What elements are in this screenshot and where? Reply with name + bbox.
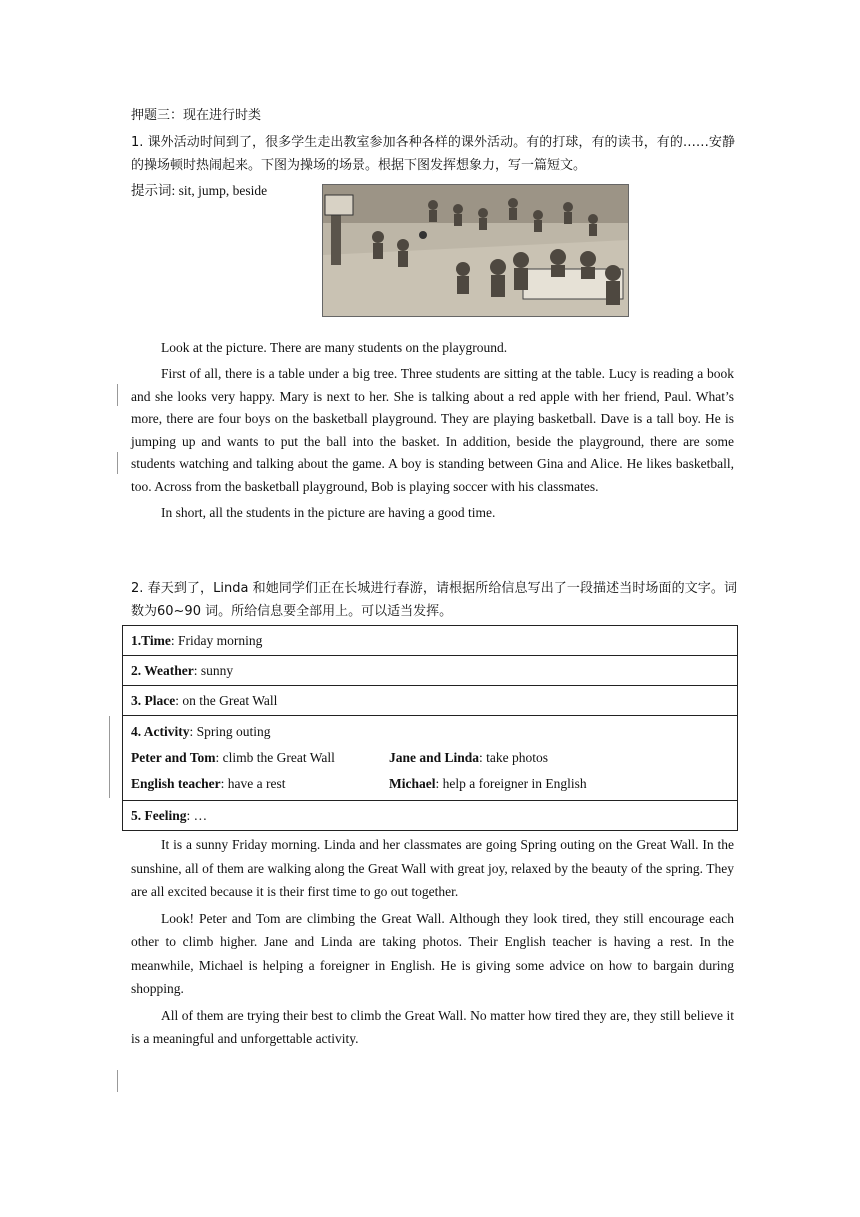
revision-mark <box>117 384 118 406</box>
revision-mark <box>117 1070 118 1092</box>
feeling-value: : … <box>186 807 208 823</box>
activity-peter-tom-value: : climb the Great Wall <box>215 750 335 765</box>
activity-jane-linda-value: : take photos <box>479 750 549 765</box>
table-row <box>123 801 738 831</box>
activity-jane-linda-label: Jane and Linda <box>389 750 480 765</box>
question-1-essay <box>131 337 734 525</box>
activity-peter-tom-label: Peter and Tom <box>131 750 216 765</box>
table-row <box>123 716 738 801</box>
activity-teacher-value: : have a rest <box>220 776 286 791</box>
essay-1-paragraph: In short, all the students in the picture are having a good time. <box>161 505 496 521</box>
activity-michael-value: : help a foreigner in English <box>435 776 587 791</box>
essay-2-paragraph: All of them are trying their best to climb the Great Wall. No matter how tired they are, they still believe it is a meaningful and unforgettable activity. <box>131 1007 734 1046</box>
time-value: : Friday morning <box>170 632 263 648</box>
essay-1-paragraph: Look at the picture. There are many students on the playground. <box>161 340 508 355</box>
activity-label: 4. Activity <box>131 724 190 739</box>
question-2-prompt: 2. 春天到了，Linda 和她同学们正在长城进行春游，请根据所给信息写出了一段描述当时场面的文字。词数为60~90 词。所给信息要全部用上。可以适当发挥。 <box>131 581 737 619</box>
table-row <box>123 626 738 656</box>
weather-label: 2. Weather <box>131 662 194 678</box>
essay-2-paragraph: Look! Peter and Tom are climbing the Great Wall. Although they look tired, they still encourage each other to climb higher. Jane and Linda are taking photos. Their English teacher is having a rest. In the meanwhile, Michael is helping a foreigner in English. He is giving some advice on how to bargain during shopping. <box>131 910 734 996</box>
table-row <box>123 686 738 716</box>
essay-2-paragraph: It is a sunny Friday morning. Linda and her classmates are going Spring outing on the Great Wall. In the sunshine, all of them are walking along the Great Wall with great joy, relaxed by the beauty of the spring. They are all excited because it is their first time to go out together. <box>131 837 734 899</box>
activity-value: : Spring outing <box>189 724 271 739</box>
section-title: 押题三：现在进行时类 <box>131 108 262 123</box>
place-label: 3. Place <box>131 692 176 708</box>
table-row <box>123 656 738 686</box>
info-table <box>122 625 738 831</box>
revision-mark <box>117 452 118 474</box>
place-value: : on the Great Wall <box>175 692 278 708</box>
feeling-label: 5. Feeling <box>131 807 187 823</box>
question-2-essay <box>131 833 734 1051</box>
question-1-hint: 提示词: sit, jump, beside <box>131 183 268 198</box>
question-1-prompt: 1. 课外活动时间到了，很多学生走出教室参加各种各样的课外活动。有的打球，有的读书，有的……安静的操场顿时热闹起来。下图为操场的场景。根据下图发挥想象力，写一篇短文。 <box>131 135 735 173</box>
weather-value: : sunny <box>193 662 234 678</box>
activity-teacher-label: English teacher <box>131 776 221 791</box>
revision-mark <box>109 716 110 798</box>
essay-1-paragraph: First of all, there is a table under a big tree. Three students are sitting at the table. Lucy is reading a book and she looks very happy. Mary is next to her. She is talking about a red apple with her friend, Paul. What’s more, there are four boys on the basketball playground. They are playing basketball. Dave is a tall boy. He is jumping up and wants to put the ball into the basket. In addition, beside the playground, there are some students watching and talking about the game. A boy is standing between Gina and Alice. He likes basketball, too. Across from the basketball playground, Bob is playing soccer with his classmates. <box>131 366 734 495</box>
playground-illustration <box>322 184 629 317</box>
time-label: 1.Time <box>131 632 171 648</box>
activity-michael-label: Michael <box>389 776 436 791</box>
